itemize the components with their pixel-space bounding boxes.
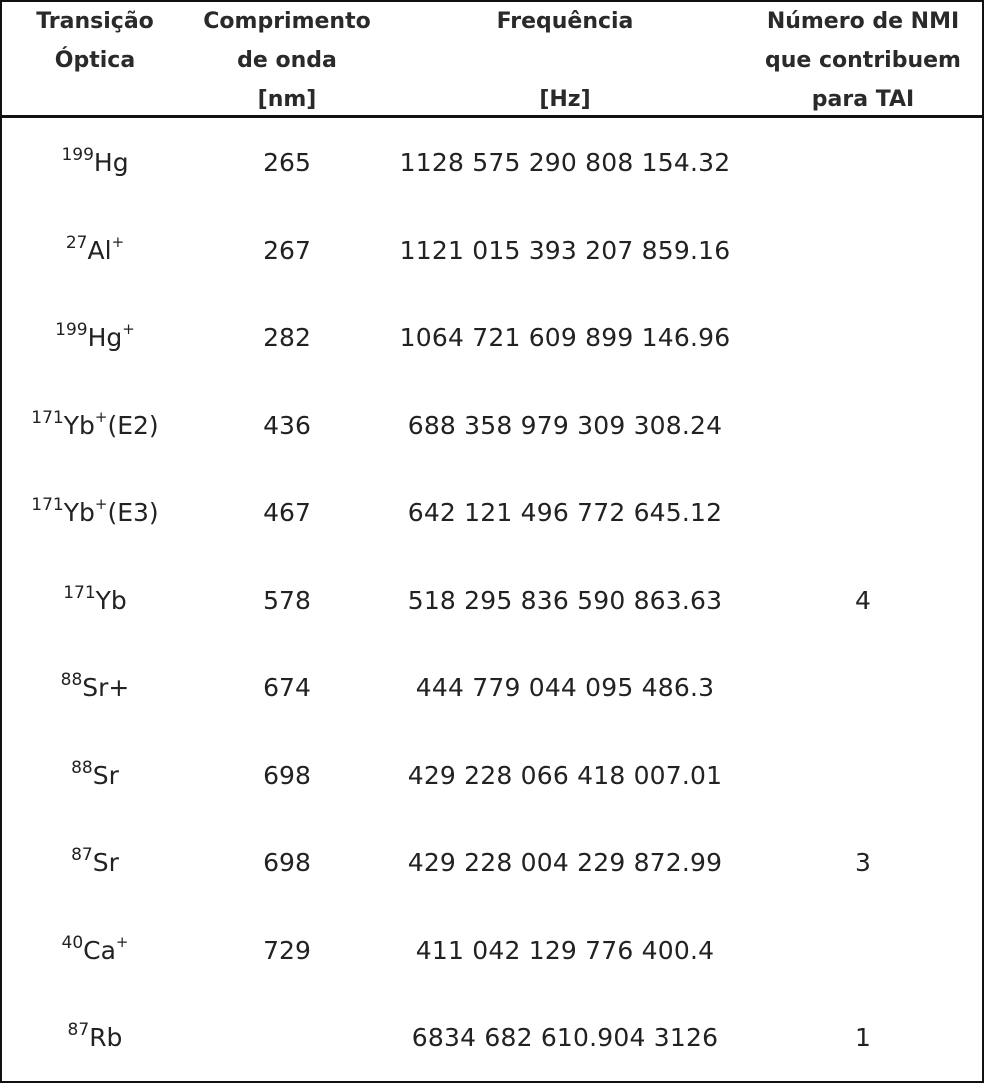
nmi-count-cell	[744, 206, 982, 294]
header-transition-line: Transição	[36, 9, 154, 34]
transition-cell	[2, 556, 188, 644]
wavelength-cell: 698	[263, 760, 311, 790]
transition-cell	[2, 293, 188, 381]
nmi-count-cell	[744, 643, 982, 731]
element-symbol: Sr	[92, 760, 119, 790]
isotope-mass: 199	[55, 320, 88, 340]
transition-cell	[2, 818, 188, 906]
wavelength-cell: 265	[263, 148, 311, 177]
header-transition	[2, 2, 188, 80]
nmi-count-cell: 1	[855, 1023, 871, 1052]
element-symbol: Sr+	[82, 673, 130, 702]
wavelength-cell: 467	[263, 498, 311, 527]
header-nmi-line: que contribuem	[765, 48, 961, 73]
table-header	[2, 2, 982, 118]
ion-charge: +	[122, 320, 135, 338]
header-wavelength	[188, 2, 386, 119]
header-frequency	[386, 2, 744, 119]
transition-cell	[2, 643, 188, 731]
header-wavelength-unit: [nm]	[257, 87, 317, 112]
header-nmi-line: Número de NMI	[766, 9, 960, 34]
header-wavelength-line: Comprimento	[203, 9, 371, 34]
table-row	[2, 556, 982, 644]
table-row	[2, 118, 982, 206]
ion-charge: +	[111, 232, 125, 251]
table-row	[2, 731, 982, 819]
transition-cell	[2, 468, 188, 556]
header-wavelength-line: de onda	[237, 48, 337, 73]
wavelength-cell: 729	[263, 935, 311, 965]
isotope-mass: 27	[65, 232, 88, 253]
element-symbol: Al	[87, 235, 112, 265]
wavelength-cell: 698	[263, 848, 311, 877]
nmi-count-cell	[744, 731, 982, 819]
table-row	[2, 381, 982, 469]
transition-cell	[2, 731, 188, 819]
nmi-count-cell	[744, 118, 982, 206]
frequency-cell: 688 358 979 309 308.24	[407, 410, 723, 440]
isotope-mass: 40	[61, 932, 84, 953]
frequency-cell: 429 228 004 229 872.99	[407, 848, 723, 877]
ion-charge: +	[94, 495, 108, 513]
table-row	[2, 818, 982, 906]
transition-cell	[2, 206, 188, 294]
element-symbol: Hg	[87, 323, 123, 352]
isotope-mass: 88	[60, 670, 83, 690]
isotope-mass: 87	[71, 845, 93, 865]
nmi-count-cell: 3	[855, 848, 871, 877]
frequency-cell: 518 295 836 590 863.63	[407, 585, 723, 615]
isotope-mass: 171	[31, 407, 64, 428]
wavelength-cell: 578	[263, 585, 311, 615]
element-symbol: Rb	[89, 1023, 123, 1052]
transition-cell	[2, 906, 188, 994]
table-row	[2, 906, 982, 994]
nmi-count-cell	[744, 468, 982, 556]
frequency-cell: 6834 682 610.904 3126	[411, 1023, 719, 1052]
table-row	[2, 643, 982, 731]
element-symbol: Ca	[83, 935, 116, 965]
header-frequency-spacer	[386, 41, 744, 80]
ion-charge: +	[94, 407, 108, 426]
frequency-cell: 642 121 496 772 645.12	[407, 498, 723, 527]
nmi-count-cell: 4	[855, 585, 871, 615]
nmi-count-cell	[744, 293, 982, 381]
header-nmi	[744, 2, 982, 119]
table-row	[2, 993, 982, 1081]
header-transition-line: Óptica	[54, 48, 136, 73]
transition-cell	[2, 118, 188, 206]
element-symbol: Sr	[92, 848, 119, 877]
wavelength-cell: 267	[263, 235, 311, 265]
transition-cell	[2, 993, 188, 1081]
frequency-cell: 1121 015 393 207 859.16	[399, 235, 731, 265]
isotope-mass: 171	[63, 582, 96, 603]
nmi-count-cell	[744, 906, 982, 994]
isotope-mass: 88	[71, 757, 93, 778]
element-symbol: Yb	[63, 410, 95, 440]
ion-charge: +	[115, 932, 129, 951]
table-row	[2, 468, 982, 556]
isotope-mass: 171	[31, 495, 64, 515]
wavelength-cell: 674	[263, 673, 311, 702]
frequency-cell: 429 228 066 418 007.01	[407, 760, 723, 790]
wavelength-cell: 436	[263, 410, 311, 440]
element-symbol: Hg	[93, 148, 129, 177]
header-nmi-line: para TAI	[811, 87, 915, 112]
frequency-cell: 1128 575 290 808 154.32	[399, 148, 731, 177]
wavelength-cell: 282	[263, 323, 311, 352]
element-symbol: Yb	[95, 585, 127, 615]
element-symbol: Yb	[63, 498, 95, 527]
transition-suffix: (E3)	[107, 498, 159, 527]
header-frequency-unit: [Hz]	[539, 87, 591, 112]
isotope-mass: 87	[67, 1020, 90, 1040]
transition-cell	[2, 381, 188, 469]
table-row	[2, 206, 982, 294]
wavelength-cell	[188, 993, 386, 1081]
frequency-cell: 1064 721 609 899 146.96	[399, 323, 731, 352]
transition-suffix: (E2)	[107, 410, 159, 440]
isotope-mass: 199	[61, 145, 94, 165]
frequency-cell: 444 779 044 095 486.3	[415, 673, 715, 702]
table-row	[2, 293, 982, 381]
nmi-count-cell	[744, 381, 982, 469]
header-frequency-line: Frequência	[496, 9, 634, 34]
frequency-cell: 411 042 129 776 400.4	[415, 935, 715, 965]
